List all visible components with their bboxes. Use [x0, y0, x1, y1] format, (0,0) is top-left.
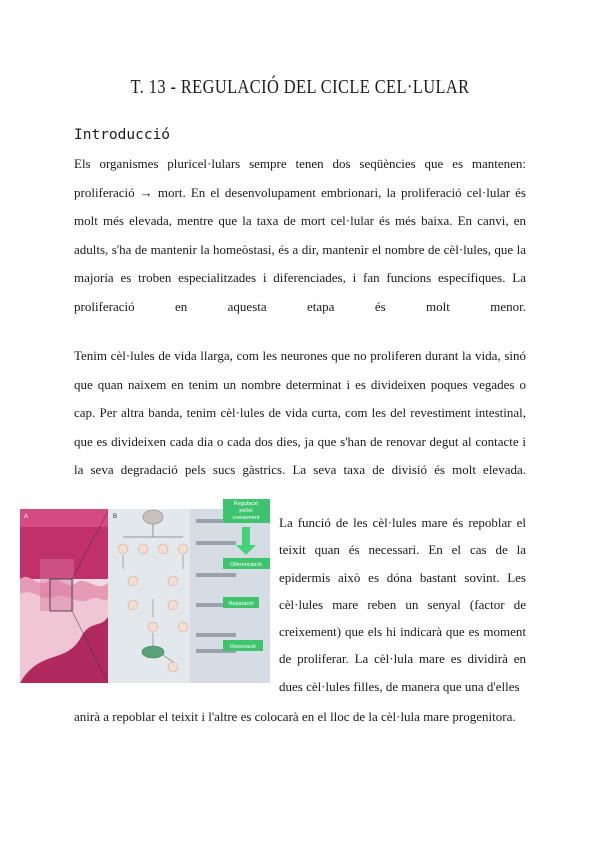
figure-tail-paragraph: anirà a repoblar el teixit i l'altre es colocarà en el lloc de la cèl·lula mare progenitora.	[74, 709, 516, 724]
svg-text:Diferenciació: Diferenciació	[230, 562, 262, 568]
figure-illustration	[20, 499, 270, 683]
tissue-micrograph	[20, 509, 108, 683]
section-heading: Introducció	[74, 127, 171, 143]
page-title: T. 13 - REGULACIÓ DEL CICLE CEL·LULAR	[130, 76, 470, 98]
callout-renewal	[223, 640, 263, 651]
panel-b-label: B	[113, 514, 118, 520]
epidermis-stem-cell-figure	[20, 499, 270, 683]
intro-paragraph-2: Tenim cèl·lules de vida llarga, com les neurones que no proliferen durant la vida, sinó que quan naixem en tenim un nombre determinat i es divideixen poques vegades o cap. Per altra banda, tenim cèl·lules de vida curta, com les del revestiment intestinal, que es divideixen cada dia o cada dos dies, ja que s'han de renovar degut al contacte i la seva degradació pels sucs gàstrics. La seva taxa de divisió és molt elevada.	[74, 348, 526, 477]
callout-repair	[223, 597, 259, 608]
svg-text:creixement: creixement	[232, 515, 260, 521]
callout-differentiation	[223, 558, 270, 569]
intro-paragraph-1: Els organismes pluricel·lulars sempre tenen dos seqüències que es mantenen: proliferació → mort. En el desenvolupament embrionari, la proliferació cel·lular és molt més elevada, mentre que la taxa de mort cel·lular és més baixa. En canvi, en adults, s'ha de mantenir la homeòstasi, és a dir, mantenir el nombre de cèl·lules, que la majoria es troben especialitzades i diferenciades, i fan funcions específiques. La proliferació en aquesta etapa és molt menor.	[74, 156, 526, 314]
svg-text:Regulació: Regulació	[233, 501, 259, 507]
svg-text:Reparació: Reparació	[228, 601, 254, 607]
callout-regulation	[223, 499, 270, 523]
svg-text:pel/el: pel/el	[239, 508, 253, 514]
figure-side-paragraph: La funció de les cèl·lules mare és repoblar el teixit quan és necessari. En el cas de la epidermis això es dóna bastant sovint. Les cèl·lules mare reben un senyal (factor de creixement) que els hi indicarà que es moment de proliferar. La cèl·lula mare es dividirà en dues cèl·lules filles, de manera que una d'elles	[279, 515, 526, 694]
svg-text:Renovació: Renovació	[230, 644, 256, 650]
panel-a-label: A	[24, 514, 29, 520]
